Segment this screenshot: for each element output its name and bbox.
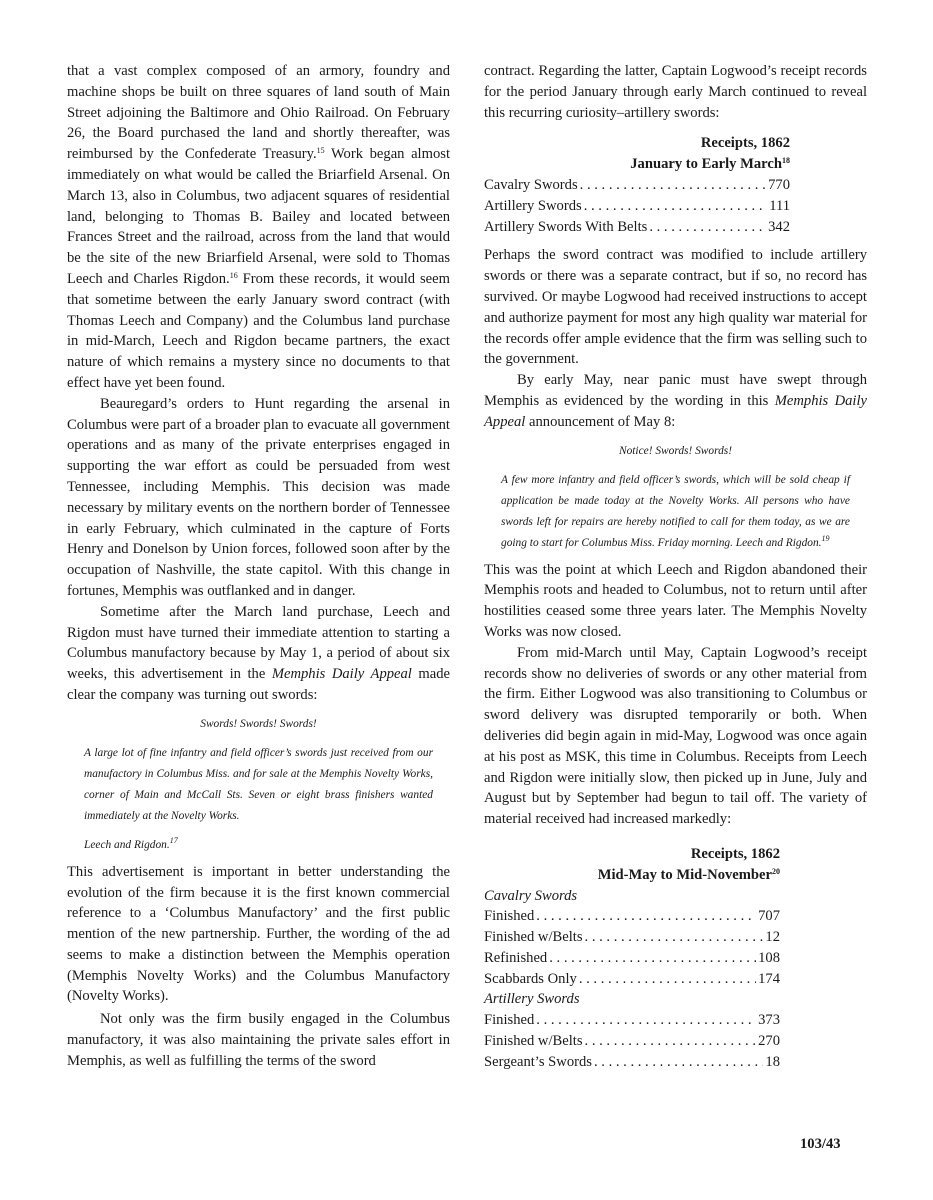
footnote-ref: 18 <box>782 156 790 166</box>
dot-leader <box>579 969 756 990</box>
table-row <box>484 196 790 217</box>
text: Mid-May to Mid-November <box>597 866 772 883</box>
paragraph: This advertisement is important in better understanding the evolution of the firm because it is the first known commercial reference to a ‘Columbus Manufactory’ and the first public mention of the new partnership. Further, the wording of the ad seems to make a distinction between the Memphis operation (Memphis Novelty Works) and the Columbus Manufactory (Novelty Works). <box>67 863 450 1005</box>
page-number: 103/43 <box>800 1136 841 1152</box>
group-heading: Artillery Swords <box>484 991 580 1008</box>
row-value: 373 <box>758 1012 780 1029</box>
paragraph <box>67 602 450 706</box>
row-value: 108 <box>758 949 780 966</box>
footnote-ref: 16 <box>229 270 238 280</box>
table-row <box>484 175 790 196</box>
table-row <box>484 906 780 927</box>
table-row <box>484 927 780 948</box>
row-label: Finished w/Belts <box>484 929 583 946</box>
row-value: 12 <box>765 929 780 946</box>
table-row <box>484 1052 780 1073</box>
text: Work began almost immediately on what would be called the Briarfield Arsenal. On March 13, also in Columbus, two adjacent squares of residential land, belonging to Thomas B. Bailey and located between Frances Street and the railroad, across from the land that would be the site of the new Briarfield Arsenal, were sold to Thomas Leech and Charles Rigdon. <box>67 146 450 287</box>
footnote-ref: 20 <box>772 866 780 876</box>
dot-leader <box>584 196 767 217</box>
dot-leader <box>549 948 756 969</box>
table-title: Receipts, 1862 <box>700 135 790 152</box>
table-row <box>484 1031 780 1052</box>
table-row <box>484 969 780 990</box>
newspaper-title: Memphis Daily Appeal <box>271 666 412 683</box>
table-title: Receipts, 1862 <box>690 845 780 862</box>
newspaper-title: Memphis Daily Appeal <box>484 392 867 430</box>
dot-leader <box>585 927 764 948</box>
text: that a vast complex composed of an armory, foundry and machine shops be built on three squares of land south of Main Street adjoining the Baltimore and Ohio Railroad. On February 26, the Board purchased the land and shortly thereafter, was reimbursed by the Confederate Treasury. <box>67 63 450 163</box>
row-label: Artillery Swords With Belts <box>484 218 648 235</box>
receipts-table-2 <box>484 844 780 1073</box>
table-row <box>484 1010 780 1031</box>
text: Leech and Rigdon. <box>84 838 170 851</box>
table-row <box>484 217 790 238</box>
dot-leader <box>585 1031 757 1052</box>
text: Sometime after the March land purchase, Leech and Rigdon must have turned their immediate attention to starting a Columbus manufactory because by May 1, a period of about six weeks, this advertisement in the <box>67 603 450 683</box>
notice-quote <box>484 441 867 554</box>
dot-leader <box>580 175 766 196</box>
row-label: Refinished <box>484 949 548 966</box>
paragraph: Beauregard’s orders to Hunt regarding the arsenal in Columbus were part of a broader plan to evacuate all government operations and as many of the private enterprises engaged in supporting the war effort as could be persuaded from west Tennessee, including Memphis. This decision was made necessary by military events on the northern border of Tennessee in early February, which culminated in the capture of Forts Henry and Donelson by Union forces, followed soon after by the occupation of Nashville, the state capitol. With this change in fortunes, Memphis was outflanked and in danger. <box>67 395 450 599</box>
row-value: 342 <box>768 218 790 235</box>
quote-title: Swords! Swords! Swords! <box>200 717 317 730</box>
quote-title: Notice! Swords! Swords! <box>618 444 733 457</box>
receipts-table-1 <box>484 133 790 237</box>
dot-leader <box>536 906 756 927</box>
text: By early May, near panic must have swept through Memphis as evidenced by the wording in this <box>484 372 867 409</box>
row-value: 270 <box>758 1033 780 1050</box>
table-subtitle <box>484 154 790 175</box>
paragraph <box>484 370 867 432</box>
row-value: 18 <box>765 1053 780 1070</box>
text: announcement of May 8: <box>525 413 676 430</box>
left-column <box>67 61 450 1072</box>
row-label: Finished w/Belts <box>484 1033 583 1050</box>
paragraph: From mid-March until May, Captain Logwood’s receipt records show no deliveries of swords or any other material from the firm. Either Logwood was also transitioning to Columbus or sword delivery was disrupted temporarily or both. When deliveries did begin again in mid-May, Logwood was once again at his post as MSK, this time in Columbus. Receipts from Leech and Rigdon were initially slow, then picked up in June, July and August but by September had begun to tail off. The variety of material received had increased markedly: <box>484 644 867 828</box>
quote-body: A large lot of fine infantry and field officer’s swords just received from our manufactory in Columbus Miss. and for sale at the Memphis Novelty Works, corner of Main and McCall Sts. Seven or eight brass finishers wanted immediately at the Novelty Works. <box>84 746 433 822</box>
row-label: Finished <box>484 908 535 925</box>
row-label: Finished <box>484 1012 535 1029</box>
row-value: 111 <box>769 197 790 214</box>
advertisement-quote <box>67 714 450 856</box>
paragraph: contract. Regarding the latter, Captain Logwood’s receipt records for the period January through early March continued to reveal this recurring curiosity–artillery swords: <box>484 63 867 121</box>
quote-signature <box>84 835 433 856</box>
table-row <box>484 948 780 969</box>
dot-leader <box>649 217 766 238</box>
quote-body <box>501 470 850 554</box>
text: made clear the company was turning out swords: <box>67 666 450 703</box>
text: A few more infantry and field officer’s swords, which will be sold cheap if application be made today at the Novelty Works. All persons who have swords left for repairs are hereby notified to call for them today, as we are going to start for Columbus Miss. Friday morning. Leech and Rigdon. <box>501 473 850 549</box>
row-label: Artillery Swords <box>484 197 582 214</box>
paragraph: Not only was the firm busily engaged in the Columbus manufactory, it was also maintaining the private sales effort in Memphis, as well as fulfilling the terms of the sword <box>67 1011 450 1069</box>
group-heading: Cavalry Swords <box>484 887 578 904</box>
dot-leader <box>536 1010 756 1031</box>
row-value: 174 <box>758 970 780 987</box>
row-label: Cavalry Swords <box>484 176 578 193</box>
row-label: Sergeant’s Swords <box>484 1053 592 1070</box>
table-subtitle <box>484 865 780 886</box>
row-value: 707 <box>758 908 780 925</box>
paragraph: This was the point at which Leech and Rigdon abandoned their Memphis roots and headed to Columbus, not to return until after hostilities ceased some three years later. The Memphis Novelty Works was now closed. <box>484 561 867 640</box>
footnote-ref: 19 <box>821 533 830 543</box>
paragraph <box>67 61 450 394</box>
row-label: Scabbards Only <box>484 970 577 987</box>
text: January to Early March <box>630 156 782 173</box>
footnote-ref: 15 <box>316 146 325 156</box>
footnote-ref: 17 <box>169 835 178 845</box>
right-column <box>484 61 867 1073</box>
text: From these records, it would seem that sometime between the early January sword contract (with Thomas Leech and Company) and the Columbus land purchase in mid-March, Leech and Rigdon became partners, the exact nature of which remains a mystery since no documents to that effect have yet been found. <box>67 270 450 391</box>
paragraph: Perhaps the sword contract was modified to include artillery swords or there was a separate contract, but if so, no record has survived. Or maybe Logwood had received instructions to accept and authorize payment for most any high quality war material for the records offer ample evidence that the firm was selling such to the government. <box>484 247 867 368</box>
row-value: 770 <box>768 176 790 193</box>
dot-leader <box>594 1052 763 1073</box>
